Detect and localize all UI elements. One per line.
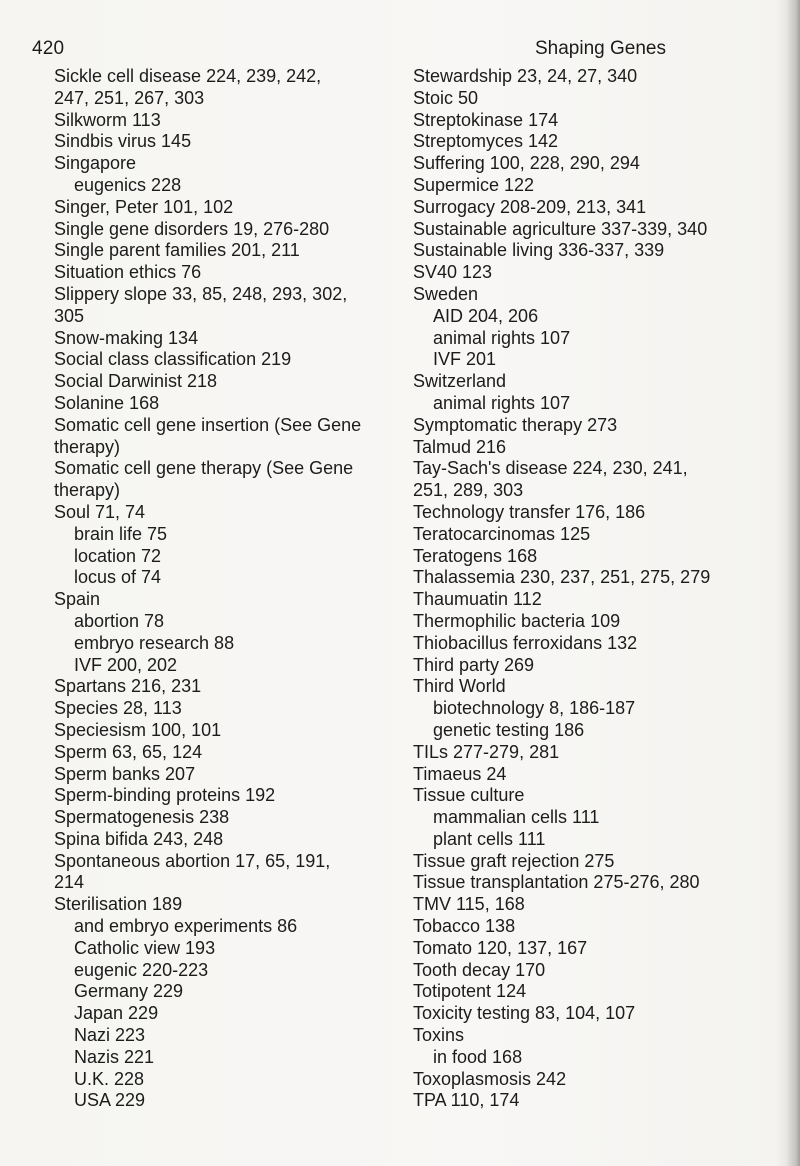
- index-subentry: abortion 78: [74, 610, 165, 631]
- index-entry: Silkworm 113: [54, 109, 161, 130]
- index-subentry: and embryo experiments 86: [74, 916, 298, 937]
- index-entry: TMV 115, 168: [413, 894, 525, 915]
- index-entry: Switzerland: [413, 371, 507, 392]
- index-entry: Somatic cell gene therapy (See Gene: [54, 458, 354, 479]
- index-entry: Tissue graft rejection 275: [413, 850, 615, 871]
- index-entry: Stoic 50: [413, 87, 479, 108]
- index-subentry: brain life 75: [74, 523, 168, 544]
- index-entry: Speciesism 100, 101: [54, 719, 222, 740]
- index-entry: Timaeus 24: [413, 763, 507, 784]
- index-entry: Somatic cell gene insertion (See Gene: [54, 414, 362, 435]
- index-entry: Surrogacy 208-209, 213, 341: [413, 196, 647, 217]
- index-column-right: [413, 66, 793, 1112]
- index-entry: Solanine 168: [54, 392, 160, 413]
- index-subentry: AID 204, 206: [433, 305, 539, 326]
- index-entry: Tissue transplantation 275-276, 280: [413, 872, 700, 893]
- index-entry: Snow-making 134: [54, 327, 199, 348]
- index-entry: Spermatogenesis 238: [54, 807, 230, 828]
- index-subentry: animal rights 107: [433, 327, 571, 348]
- index-entry: Sperm-binding proteins 192: [54, 785, 276, 806]
- index-entry: Thalassemia 230, 237, 251, 275, 279: [413, 567, 711, 588]
- index-subentry: mammalian cells 111: [433, 807, 600, 828]
- index-entry: Social class classification 219: [54, 349, 292, 370]
- index-subentry: IVF 201: [433, 349, 497, 370]
- index-entry: Single parent families 201, 211: [54, 240, 300, 261]
- index-entry: Sterilisation 189: [54, 894, 183, 915]
- index-subentry: eugenics 228: [74, 174, 182, 195]
- index-subentry: eugenic 220-223: [74, 959, 209, 980]
- index-entry: Toxicity testing 83, 104, 107: [413, 1003, 636, 1024]
- index-entry: Slippery slope 33, 85, 248, 293, 302,: [54, 283, 348, 304]
- index-entry: Sweden: [413, 283, 479, 304]
- index-entry: TILs 277-279, 281: [413, 741, 560, 762]
- index-entry: Talmud 216: [413, 436, 507, 457]
- index-entry: TPA 110, 174: [413, 1090, 520, 1111]
- index-entry: Sustainable agriculture 337-339, 340: [413, 218, 708, 239]
- index-entry: Streptomyces 142: [413, 131, 559, 152]
- index-entry: Teratogens 168: [413, 545, 538, 566]
- page-number: 420: [32, 38, 65, 59]
- running-title: Shaping Genes: [535, 38, 666, 59]
- index-entry: Symptomatic therapy 273: [413, 414, 618, 435]
- index-entry: 247, 251, 267, 303: [54, 87, 205, 108]
- index-entry: Spontaneous abortion 17, 65, 191,: [54, 850, 331, 871]
- index-entry: Totipotent 124: [413, 981, 527, 1002]
- index-entry: Tooth decay 170: [413, 959, 546, 980]
- index-entry: Social Darwinist 218: [54, 371, 218, 392]
- index-entry: Third World: [413, 676, 506, 697]
- index-entry: 214: [54, 872, 85, 893]
- index-entry: Spartans 216, 231: [54, 676, 202, 697]
- index-entry: Toxins: [413, 1025, 465, 1046]
- index-entry: Spina bifida 243, 248: [54, 828, 224, 849]
- index-entry: Situation ethics 76: [54, 262, 202, 283]
- index-subentry: genetic testing 186: [433, 719, 585, 740]
- index-entry: Supermice 122: [413, 174, 535, 195]
- index-entry: Tay-Sach's disease 224, 230, 241,: [413, 458, 688, 479]
- index-subentry: embryo research 88: [74, 632, 235, 653]
- index-entry: Sickle cell disease 224, 239, 242,: [54, 66, 322, 86]
- index-subentry: biotechnology 8, 186-187: [433, 698, 636, 719]
- index-subentry: Nazi 223: [74, 1025, 146, 1046]
- index-subentry: Catholic view 193: [74, 937, 216, 958]
- index-subentry: Nazis 221: [74, 1046, 155, 1067]
- index-entry: Technology transfer 176, 186: [413, 501, 646, 522]
- index-entry: therapy): [54, 480, 121, 501]
- index-entry: Tobacco 138: [413, 916, 516, 937]
- index-entry: therapy): [54, 436, 121, 457]
- index-entry: Teratocarcinomas 125: [413, 523, 591, 544]
- index-subentry: locus of 74: [74, 567, 162, 588]
- index-entry: Thermophilic bacteria 109: [413, 610, 621, 631]
- index-subentry: Germany 229: [74, 981, 184, 1002]
- index-subentry: USA 229: [74, 1090, 146, 1111]
- index-subentry: in food 168: [433, 1046, 523, 1067]
- index-subentry: U.K. 228: [74, 1068, 145, 1089]
- index-entry: 305: [54, 305, 85, 326]
- index-subentry: location 72: [74, 545, 162, 566]
- index-entry: Species 28, 113: [54, 698, 182, 719]
- index-entry: Stewardship 23, 24, 27, 340: [413, 66, 638, 86]
- index-entry: SV40 123: [413, 262, 493, 283]
- index-subentry: IVF 200, 202: [74, 654, 178, 675]
- index-entry: Singer, Peter 101, 102: [54, 196, 234, 217]
- index-entry: Tissue culture: [413, 785, 525, 806]
- index-entry: Sperm 63, 65, 124: [54, 741, 203, 762]
- index-column-left: [54, 66, 384, 1112]
- index-entry: Toxoplasmosis 242: [413, 1068, 567, 1089]
- index-subentry: animal rights 107: [433, 392, 571, 413]
- index-entry: Tomato 120, 137, 167: [413, 937, 588, 958]
- index-entry: Spain: [54, 589, 101, 610]
- index-entry: Sindbis virus 145: [54, 131, 192, 152]
- index-entry: Thiobacillus ferroxidans 132: [413, 632, 638, 653]
- index-entry: Singapore: [54, 153, 137, 174]
- index-entry: Soul 71, 74: [54, 501, 146, 522]
- index-entry: Single gene disorders 19, 276-280: [54, 218, 330, 239]
- index-entry: Sperm banks 207: [54, 763, 196, 784]
- index-entry: Thaumuatin 112: [413, 589, 542, 610]
- page-spine-shadow: [786, 0, 800, 1166]
- index-entry: Suffering 100, 228, 290, 294: [413, 153, 640, 174]
- index-entry: Third party 269: [413, 654, 535, 675]
- index-entry: Sustainable living 336-337, 339: [413, 240, 665, 261]
- index-entry: 251, 289, 303: [413, 480, 524, 501]
- index-entry: Streptokinase 174: [413, 109, 559, 130]
- index-subentry: Japan 229: [74, 1003, 159, 1024]
- index-subentry: plant cells 111: [433, 828, 546, 849]
